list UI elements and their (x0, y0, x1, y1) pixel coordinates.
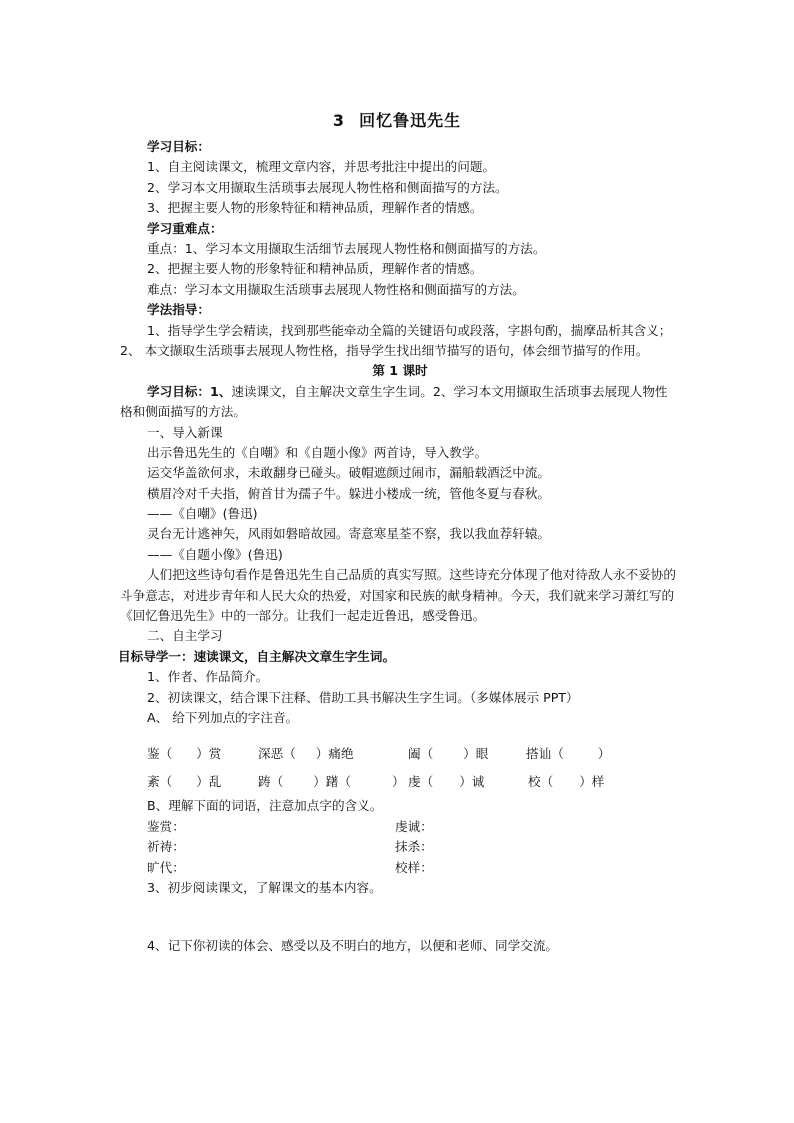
poem1-line-1: 运交华盖欲何求，未敢翻身已碰头。破帽遮颜过闹市，漏船载酒泛中流。 (147, 465, 550, 481)
method-heading: 学法指导： (147, 302, 210, 318)
self-study-heading: 二、自主学习 (147, 628, 223, 644)
pinyin-blank: 搭讪（ ） (526, 746, 611, 762)
poem1-line-2: 横眉冷对千夫指，俯首甘为孺子牛。躲进小楼成一统，管他冬夏与春秋。 (147, 485, 550, 501)
vocab-term: 鉴赏： (147, 818, 185, 834)
vocab-term: 校样： (395, 859, 433, 875)
key-point-focus: 重点：1、学习本文用撷取生活细节去展现人物性格和侧面描写的方法。 (147, 240, 546, 256)
pinyin-row-2 (120, 768, 680, 796)
pinyin-blank: 虔（ ）诚 (408, 774, 485, 790)
intro-heading: 一、导入新课 (147, 424, 223, 440)
lesson-number: 3 (332, 111, 346, 130)
key-point-difficulty: 难点：学习本文用撷取生活琐事去展现人物性格和侧面描写的方法。 (147, 281, 525, 297)
intro-lead: 出示鲁迅先生的《自嘲》和《自题小像》两首诗，导入教学。 (147, 444, 488, 460)
self-study-item-3: 3、初步阅读课文，了解课文的基本内容。 (147, 880, 382, 895)
vocab-term: 旷代： (147, 859, 185, 875)
method-paragraph: 1、指导学生学会精读，找到那些能牵动全篇的关键语句或段落，字斟句酌，揣摩品析其含义；2、 本文撷取生活琐事去展现人物性格，指导学生找出细节描写的语句，体会细节描写的作用。 (120, 322, 672, 358)
self-study-item-4: 4、记下你初读的体会、感受以及不明白的地方，以便和老师、同学交流。 (147, 938, 559, 954)
key-points-heading: 学习重难点： (147, 220, 223, 236)
pinyin-blank: 紊（ ）乱 (147, 774, 222, 790)
pinyin-blank: ） (392, 774, 405, 790)
pinyin-blank: 深恶（ ）痛绝 (258, 746, 354, 762)
vocab-row (120, 817, 680, 837)
period-goal-label: 学习目标：1、 (147, 383, 232, 399)
lesson-title-text: 回忆鲁迅先生 (359, 111, 462, 130)
period-goal-text: 速读课文，自主解决文章生字生词。2、学习本文用撷取生活琐事去展现人物性格和侧面描写的方法。 (120, 383, 668, 420)
intro-paragraph: 人们把这些诗句看作是鲁迅先生自己品质的真实写照。这些诗充分体现了他对待敌人永不妥协的斗争意志，对进步青年和人民大众的热爱，对国家和民族的献身精神。今天，我们就来学习萧红写的《回忆鲁迅先生》中的一部分。让我们一起走近鲁迅，感受鲁迅。 (120, 567, 676, 624)
goals-heading: 学习目标： (147, 139, 210, 154)
goal-item-2: 2、学习本文用撷取生活琐事去展现人物性格和侧面描写的方法。 (147, 179, 508, 195)
period-heading: 第 1 课时 (372, 363, 428, 379)
vocab-term: 抹杀： (395, 839, 433, 855)
vocab-row (120, 858, 680, 878)
pinyin-blank: 阖（ ）眼 (408, 746, 489, 762)
pinyin-blank: 鉴（ ）赏 (147, 746, 222, 762)
document-body (120, 137, 680, 957)
goal-item-3: 3、把握主要人物的形象特征和精神品质，理解作者的情感。 (147, 200, 483, 216)
part-a-instruction: A、 给下列加点的字注音。 (147, 710, 299, 726)
poem2-source: ——《自题小像》(鲁迅) (147, 546, 283, 562)
pinyin-row-1 (120, 740, 680, 768)
period-goal (120, 382, 680, 423)
self-study-item-1: 1、作者、作品简介。 (147, 669, 269, 685)
poem2-line: 灵台无计逃神矢，风雨如磐暗故园。寄意寒星荃不察，我以我血荐轩辕。 (147, 526, 550, 542)
self-study-item-2: 2、初读课文，结合课下注释、借助工具书解决生字生词。（多媒体展示 PPT） (147, 689, 579, 705)
vocab-term: 虔诚： (395, 818, 433, 834)
key-point-focus-2: 2、把握主要人物的形象特征和精神品质，理解作者的情感。 (147, 261, 483, 277)
goal-item-1: 1、自主阅读课文，梳理文章内容，并思考批注中提出的问题。 (147, 159, 496, 175)
part-b-instruction: B、理解下面的词语，注意加点字的含义。 (147, 798, 383, 814)
pinyin-blank: 校（ ）样 (528, 774, 605, 790)
pinyin-blank: 踌（ ）躇（ (258, 774, 351, 790)
poem1-source: ——《自嘲》(鲁迅) (147, 506, 258, 522)
lesson-title (0, 108, 794, 131)
vocab-row (120, 837, 680, 857)
vocab-term: 祈祷： (147, 839, 185, 855)
guide-heading: 目标导学一：速读课文，自主解决文章生字生词。 (118, 648, 396, 664)
